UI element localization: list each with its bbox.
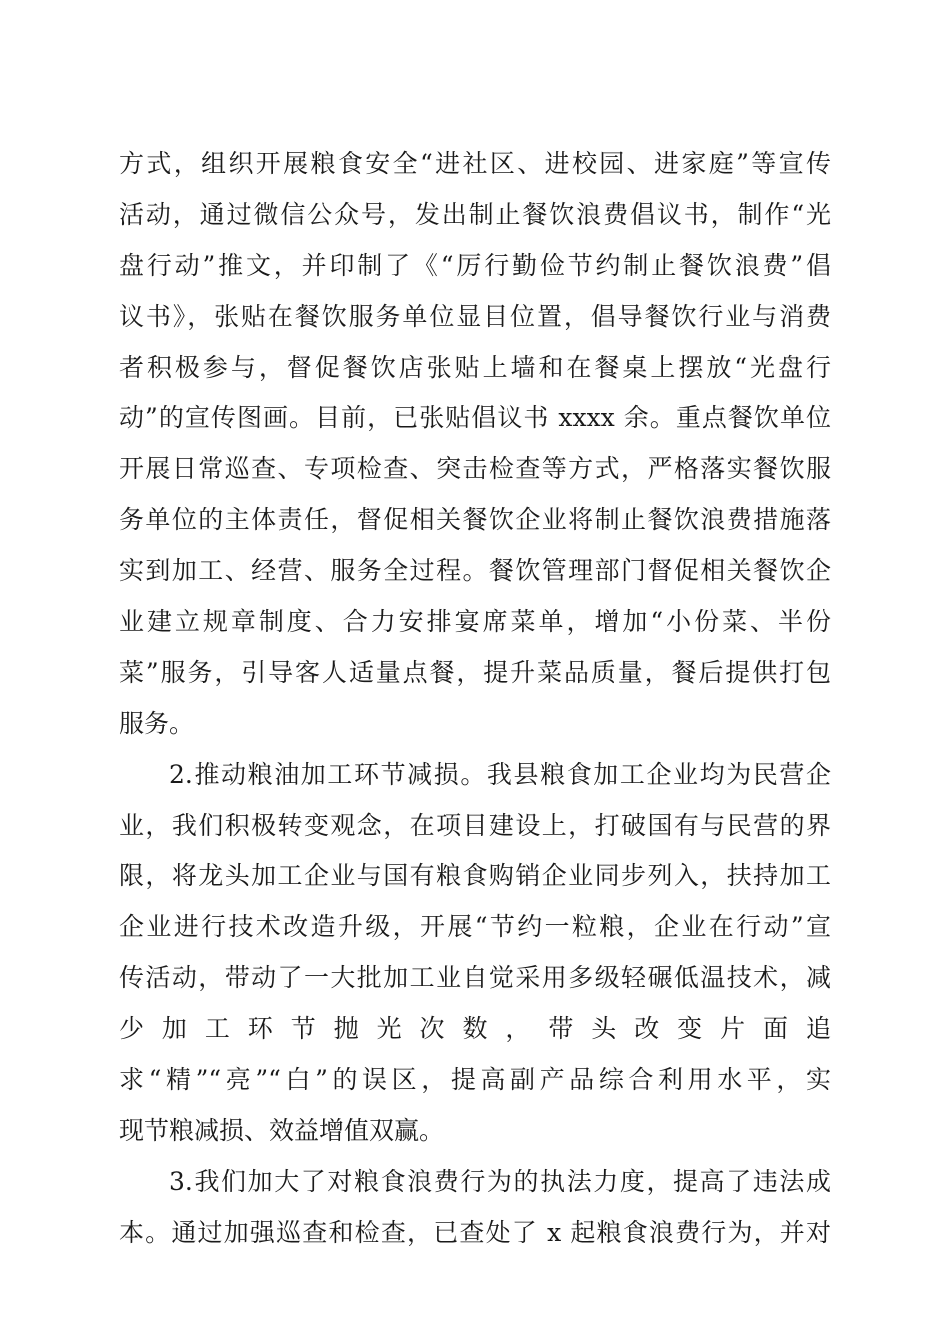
paragraph-line: 求“精”“亮”“白”的误区，提高副产品综合利用水平，实 <box>119 1065 831 1095</box>
paragraph-3 <box>119 1157 831 1259</box>
paragraph-line: 动”的宣传图画。目前，已张贴倡议书 xxxx 余。重点餐饮单位 <box>119 403 831 433</box>
paragraph-line: 开展日常巡查、专项检查、突击检查等方式，严格落实餐饮服 <box>119 454 831 484</box>
paragraph-line: 少 加 工 环 节 抛 光 次 数 ， 带 头 改 变 片 面 追 <box>119 1014 831 1044</box>
paragraph-line: 传活动，带动了一大批加工业自觉采用多级轻碾低温技术，减 <box>119 963 831 993</box>
paragraph-line: 服务。 <box>119 708 195 738</box>
paragraph-line: 本。通过加强巡查和检查，已查处了 x 起粮食浪费行为，并对 <box>119 1217 831 1247</box>
paragraph-line: 方式，组织开展粮食安全“进社区、进校园、进家庭”等宣传 <box>119 149 831 178</box>
paragraph-line: 务单位的主体责任，督促相关餐饮企业将制止餐饮浪费措施落 <box>119 505 831 535</box>
paragraph-line: 活动，通过微信公众号，发出制止餐饮浪费倡议书，制作“光 <box>119 199 831 229</box>
paragraph-2 <box>119 750 831 1157</box>
document-body <box>119 139 831 1259</box>
paragraph-line: 企业进行技术改造升级，开展“节约一粒粮，企业在行动”宣 <box>119 912 831 942</box>
paragraph-line: 议书》，张贴在餐饮服务单位显目位置，倡导餐饮行业与消费 <box>119 301 831 331</box>
paragraph-line: 现节粮减损、效益增值双赢。 <box>119 1115 445 1145</box>
paragraph-line: 业，我们积极转变观念，在项目建设上，打破国有与民营的界 <box>119 810 831 840</box>
paragraph-1 <box>119 139 831 750</box>
paragraph-line: 盘行动”推文，并印制了《“厉行勤俭节约制止餐饮浪费”倡 <box>119 250 831 280</box>
paragraph-line: 业建立规章制度、合力安排宴席菜单，增加“小份菜、半份 <box>119 607 831 637</box>
paragraph-line: 2.推动粮油加工环节减损。我县粮食加工企业均为民营企 <box>169 759 831 789</box>
paragraph-line: 实到加工、经营、服务全过程。餐饮管理部门督促相关餐饮企 <box>119 556 831 586</box>
paragraph-line: 限，将龙头加工企业与国有粮食购销企业同步列入，扶持加工 <box>119 861 831 891</box>
paragraph-line: 者积极参与，督促餐饮店张贴上墙和在餐桌上摆放“光盘行 <box>119 352 831 382</box>
paragraph-line: 3.我们加大了对粮食浪费行为的执法力度，提高了违法成 <box>169 1166 831 1196</box>
paragraph-line: 菜”服务，引导客人适量点餐，提升菜品质量，餐后提供打包 <box>119 657 831 687</box>
